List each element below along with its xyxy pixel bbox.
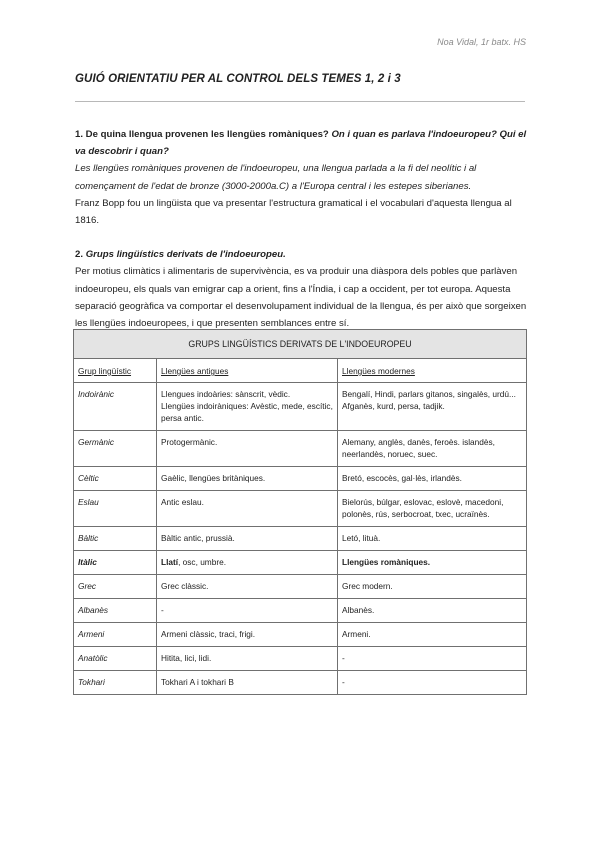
cell-modern: Albanès.	[338, 599, 527, 623]
table-caption: GRUPS LINGÜÍSTICS DERIVATS DE L'INDOEUROPEU	[74, 330, 527, 359]
cell-ancient: -	[157, 599, 338, 623]
question-1	[75, 126, 527, 160]
header-ancient: Llengües antigues	[157, 359, 338, 383]
table-header-row	[74, 359, 527, 383]
cell-modern	[338, 383, 527, 431]
cell-group: Itàlic	[74, 551, 157, 575]
cell-group: Indoirànic	[74, 383, 157, 431]
table-row	[74, 467, 527, 491]
table-row	[74, 647, 527, 671]
cell-modern: Llengües romàniques.	[338, 551, 527, 575]
header-group: Grup lingüístic	[74, 359, 157, 383]
cell-group: Armeni	[74, 623, 157, 647]
cell-ancient-rest: , osc, umbre.	[178, 557, 227, 567]
cell-group: Anatòlic	[74, 647, 157, 671]
cell-ancient-line: Llengües indoiràniques: Avèstic, mede, escític, persa antic.	[161, 401, 333, 423]
table-row	[74, 599, 527, 623]
question-1-rest: On i quan es parlava l'indoeuropeu? Qui el va descobrir i quan?	[75, 129, 527, 158]
question-2-label: 2.	[75, 249, 84, 261]
cell-ancient-line: Llengues indoàries: sànscrit, vèdic.	[161, 389, 291, 399]
cell-modern-line: Bengalí, Hindi, parlars gitanos, singalès, urdú...	[342, 389, 516, 399]
table-row	[74, 491, 527, 527]
question-1-label: 1. De quina llengua provenen les llengües romàniques?	[75, 129, 329, 140]
answer-1-italic: Les llengües romàniques provenen de l'indoeuropeu, una llengua parlada a la fi del neolític i al començament de l'edat de bronze (3000-2000a.C) a l'Europa central i les estepes siberianes.	[75, 163, 477, 192]
cell-modern-line: Afganès, kurd, persa, tadjik.	[342, 401, 445, 411]
cell-ancient: Grec clàssic.	[157, 575, 338, 599]
cell-modern: Letó, lituà.	[338, 527, 527, 551]
table-row	[74, 383, 527, 431]
cell-ancient: Hitita, lici, lidi.	[157, 647, 338, 671]
cell-ancient: Antic eslau.	[157, 491, 338, 527]
question-2-title: Grups lingüístics derivats de l'indoeuropeu.	[85, 249, 286, 261]
cell-modern: -	[338, 671, 527, 695]
cell-ancient-bold: Llatí	[161, 557, 179, 567]
cell-modern: Bielorús, búlgar, eslovac, eslovè, macedoni, polonès, rús, serbocroat, txec, ucraïnès.	[338, 491, 527, 527]
header-modern: Llengües modernes	[338, 359, 527, 383]
cell-ancient: Armeni clàssic, traci, frigi.	[157, 623, 338, 647]
page-title: GUIÓ ORIENTATIU PER AL CONTROL DELS TEMES 1, 2 i 3	[75, 73, 401, 85]
table-row	[74, 527, 527, 551]
author-note: Noa Vidal, 1r batx. HS	[437, 37, 526, 47]
cell-ancient	[157, 383, 338, 431]
language-groups-table	[73, 329, 527, 695]
cell-ancient	[157, 551, 338, 575]
table-row	[74, 623, 527, 647]
cell-ancient: Tokhari A i tokhari B	[157, 671, 338, 695]
table-row	[74, 431, 527, 467]
cell-ancient: Protogermànic.	[157, 431, 338, 467]
table-row	[74, 575, 527, 599]
cell-group: Cèltic	[74, 467, 157, 491]
cell-group: Albanès	[74, 599, 157, 623]
cell-group: Grec	[74, 575, 157, 599]
cell-modern: -	[338, 647, 527, 671]
document-body	[75, 126, 527, 332]
question-2	[75, 246, 527, 263]
cell-group: Tokhari	[74, 671, 157, 695]
cell-group: Bàltic	[74, 527, 157, 551]
title-divider	[75, 101, 525, 102]
cell-ancient: Bàltic antic, prussià.	[157, 527, 338, 551]
table-row	[74, 551, 527, 575]
table-row	[74, 671, 527, 695]
cell-modern: Bretó, escocès, gal·lès, irlandès.	[338, 467, 527, 491]
cell-modern: Armeni.	[338, 623, 527, 647]
answer-2-text: Per motius climàtics i alimentaris de supervivència, es va produir una diàspora dels pobles que parlàven indoeuropeu, els quals van emigrar cap a orient, fins a l'Índia, i cap a occident, per tot europa. Aquesta separació geogràfica va comportar el desenvolupament individual de la llengua, és per això que sorgeixen les llengües indoeuropees, i que presenten semblances entre sí.	[75, 266, 527, 330]
answer-1-plain: Franz Bopp fou un lingüista que va presentar l'estructura gramatical i el vocabulari d'aquesta llengua al 1816.	[75, 197, 512, 227]
cell-modern: Grec modern.	[338, 575, 527, 599]
cell-group: Germànic	[74, 431, 157, 467]
cell-group: Eslau	[74, 491, 157, 527]
cell-ancient: Gaèlic, llengües britàniques.	[157, 467, 338, 491]
cell-modern: Alemany, anglès, danès, feroès. islandès, neerlandès, noruec, suec.	[338, 431, 527, 467]
